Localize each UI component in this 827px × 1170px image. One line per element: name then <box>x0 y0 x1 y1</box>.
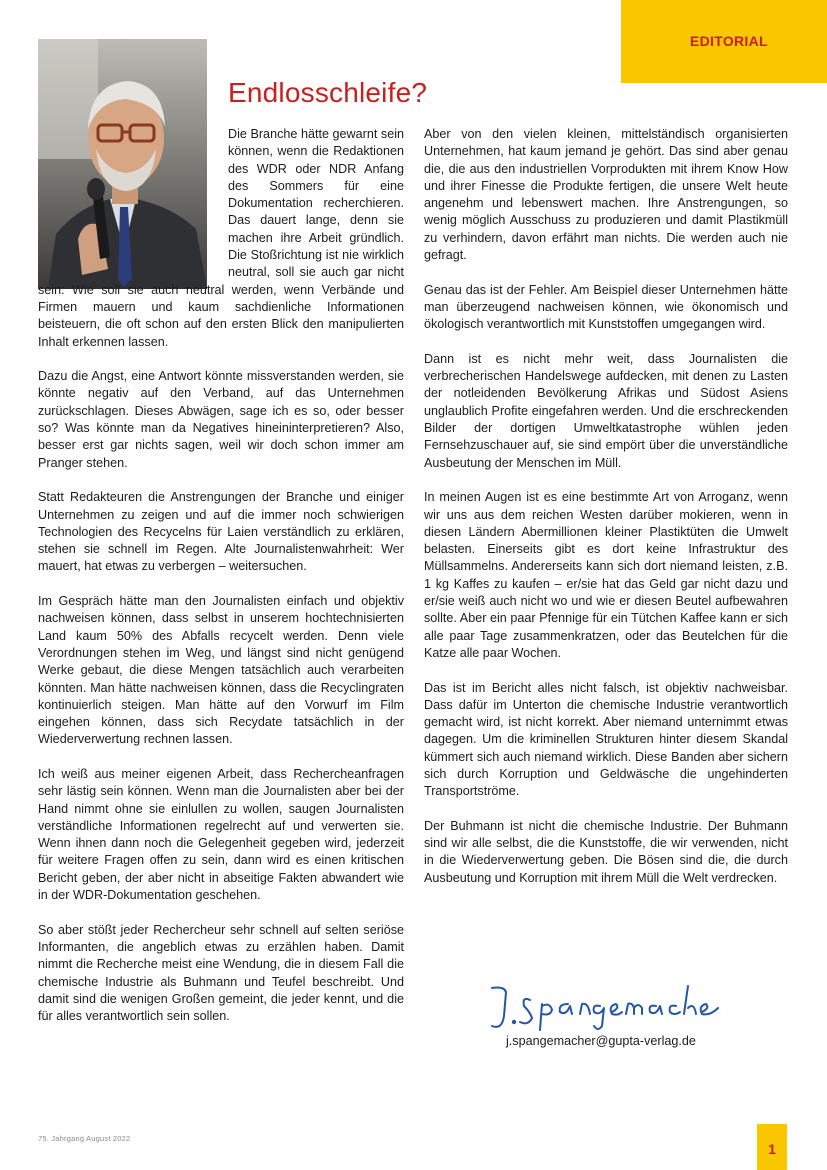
article-headline: Endlosschleife? <box>228 77 428 108</box>
section-label: EDITORIAL <box>690 33 768 49</box>
paragraph: Genau das ist der Fehler. Am Beispiel dieser Unternehmen hätte man überzeugend nachweisen können, wie ökonomisch und ökologisch verantwortlich mit Kunststoffen umgegangen wird. <box>424 282 788 332</box>
paragraph: Die Branche hätte gewarnt sein können, wenn die Redaktionen des WDR oder NDR Anfang des Sommers für eine Dokumentation recherchieren. Das dauert lange, denn sie machen ihre Arbeit gründlich. Die Stoßrichtung ist nie wirklich neutral, soll sie auch gar nicht sein: Wie soll sie auch neutral werden, wenn Verbände und Firmen mauern und kaum sachdienliche Informationen beisteuern, die oft schon auf den ersten Blick den manipulierten Inhalt erkennen lassen. <box>38 127 404 349</box>
paragraph: So aber stößt jeder Rechercheur sehr schnell auf selten seriöse Informanten, die angeblich etwas zu erzählen haben. Damit nimmt die Recherche meist eine Wendung, die in diesem Fall die chemische Industrie als Buhmann und Teufel beschreibt. Und damit sind die wenigen Großen gemeint, die jeder kennt, und die für alles verantwortlich sein sollen. <box>38 922 404 1024</box>
paragraph: Aber von den vielen kleinen, mittelständisch organisierten Unternehmen, hat kaum jemand je gehört. Das sind aber genau die, die aus den industriellen Vorprodukten mit ihrem Know How und ihrer Finesse die Produkte fertigen, die unsere Welt heute angenehm und lebenswert machen. Ihre Anstrengungen, so wenig möglich Ausschuss zu produzieren und damit Plastikmüll zu verhindern, davon erfährt man nichts. Die werden auch nie gefragt. <box>424 127 788 263</box>
issue-info: 75. Jahrgang August 2022 <box>38 1134 131 1143</box>
paragraph: Statt Redakteuren die Anstrengungen der Branche und einiger Unternehmen zu zeigen und auf die immer noch schwierigen Technologien des Recycelns für Laien verständlich zu erklären, stehen sie schnell im Regen. Alte Journalistenwahrheit: Wer mauert, hat etwas zu verbergen – weitersuchen. <box>38 490 404 574</box>
author-email: j.spangemacher@gupta-verlag.de <box>506 1034 696 1048</box>
paragraph: Das ist im Bericht alles nicht falsch, ist objektiv nachweisbar. Dass dafür im Unterton die chemische Industrie verantwortlich gemacht wird, ist nicht korrekt. Aber niemand unternimmt etwas dagegen. Um die kriminellen Strukturen hinter diesem Skandal kümmert sich auch niemand wirklich. Diese Banden aber sichern sich durch Korruption und Geldwäsche die ungehinderten Transportströme. <box>424 680 788 799</box>
page-number: 1 <box>768 1141 776 1157</box>
paragraph: Im Gespräch hätte man den Journalisten einfach und objektiv nachweisen können, dass selbst in unserem hochtechnisierten Land kaum 50% des Abfalls recycelt werden. Denn viele Verordnungen stehen im Weg, und längst sind nicht genügend Werke gebaut, die diese Mengen tatsächlich auch verarbeiten könnten. Man hätte nachweisen können, dass die Recyclingraten kontinuierlich steigen. Man hätte auf den Vorwurf im Film eingehen können, dass sich Recydate tatsächlich in der Wiederverwertung rechnen lassen. <box>38 594 404 747</box>
article-column-right <box>424 126 788 887</box>
handwritten-signature <box>484 978 724 1034</box>
page-number-tab <box>757 1124 787 1170</box>
paragraph: In meinen Augen ist es eine bestimmte Art von Arroganz, wenn wir uns aus dem reichen Westen darüber mokieren, wenn in diesen Ländern Abermillionen kleiner Plastiktüten die Umwelt belasten. Einerseits gibt es dort keine Infrastruktur des Müllsammelns. Andererseits kann sich dort niemand leisten, z.B. 1 kg Kaffes zu kaufen – er/sie hat das Geld gar nicht dazu und er/sie weiß auch nicht wo und wie er diesen Beutel aufbewahren sollte. Aber ein paar Pfennige für ein Tütchen Kaffee kann er sich alle paar Tage zusammenkratzen, oder das Beutelchen für die Katze alle paar Wochen. <box>424 490 788 660</box>
paragraph: Dazu die Angst, eine Antwort könnte missverstanden werden, sie könnte negativ auf den Verband, auf das Unternehmen zurückschlagen. Dieses Abwägen, sage ich es so, oder besser so? Was könnte man da Negatives hineininterpretieren? Also, besser erst gar nichts sagen, weil wir doch schon immer am Pranger stehen. <box>38 369 404 470</box>
photo-wrap-space <box>38 126 228 281</box>
paragraph: Ich weiß aus meiner eigenen Arbeit, dass Rechercheanfragen sehr lästig sein können. Wenn man die Journalisten aber bei der Hand nimmt ohne sie einlullen zu wollen, saugen Journalisten verständliche Informationen regelrecht auf und verwerten sie. Wenn ihnen dann noch die Gelegenheit gegeben wird, jederzeit für weitere Fragen offen zu sein, dann wird es einen kritischen Bericht geben, der aber nicht in abseitige Fakten abwandert wie in der WDR-Dokumentation geschehen. <box>38 766 404 903</box>
paragraph: Der Buhmann ist nicht die chemische Industrie. Der Buhmann sind wir alle selbst, die die Kunststoffe, die wir verwenden, nicht in die Wiederverwertung geben. Die Bösen sind die, die durch Ausbeutung und Korruption mit ihrem Müll die Welt verdrecken. <box>424 818 788 885</box>
article-column-left <box>38 126 404 1025</box>
paragraph: Dann ist es nicht mehr weit, dass Journalisten die verbrecherischen Handelswege aufdecken, mit denen zu Lasten der notleidenden Bevölkerung Afrikas und Südost Asiens unglaublich Profite eingefahren werden. Und die erschreckenden Bilder der dortigen Umweltkatastrophe wühlen jeden Fernsehzuschauer auf, sie sind empört über die unverständliche Ausbeutung der Menschen im Müll. <box>424 351 788 470</box>
